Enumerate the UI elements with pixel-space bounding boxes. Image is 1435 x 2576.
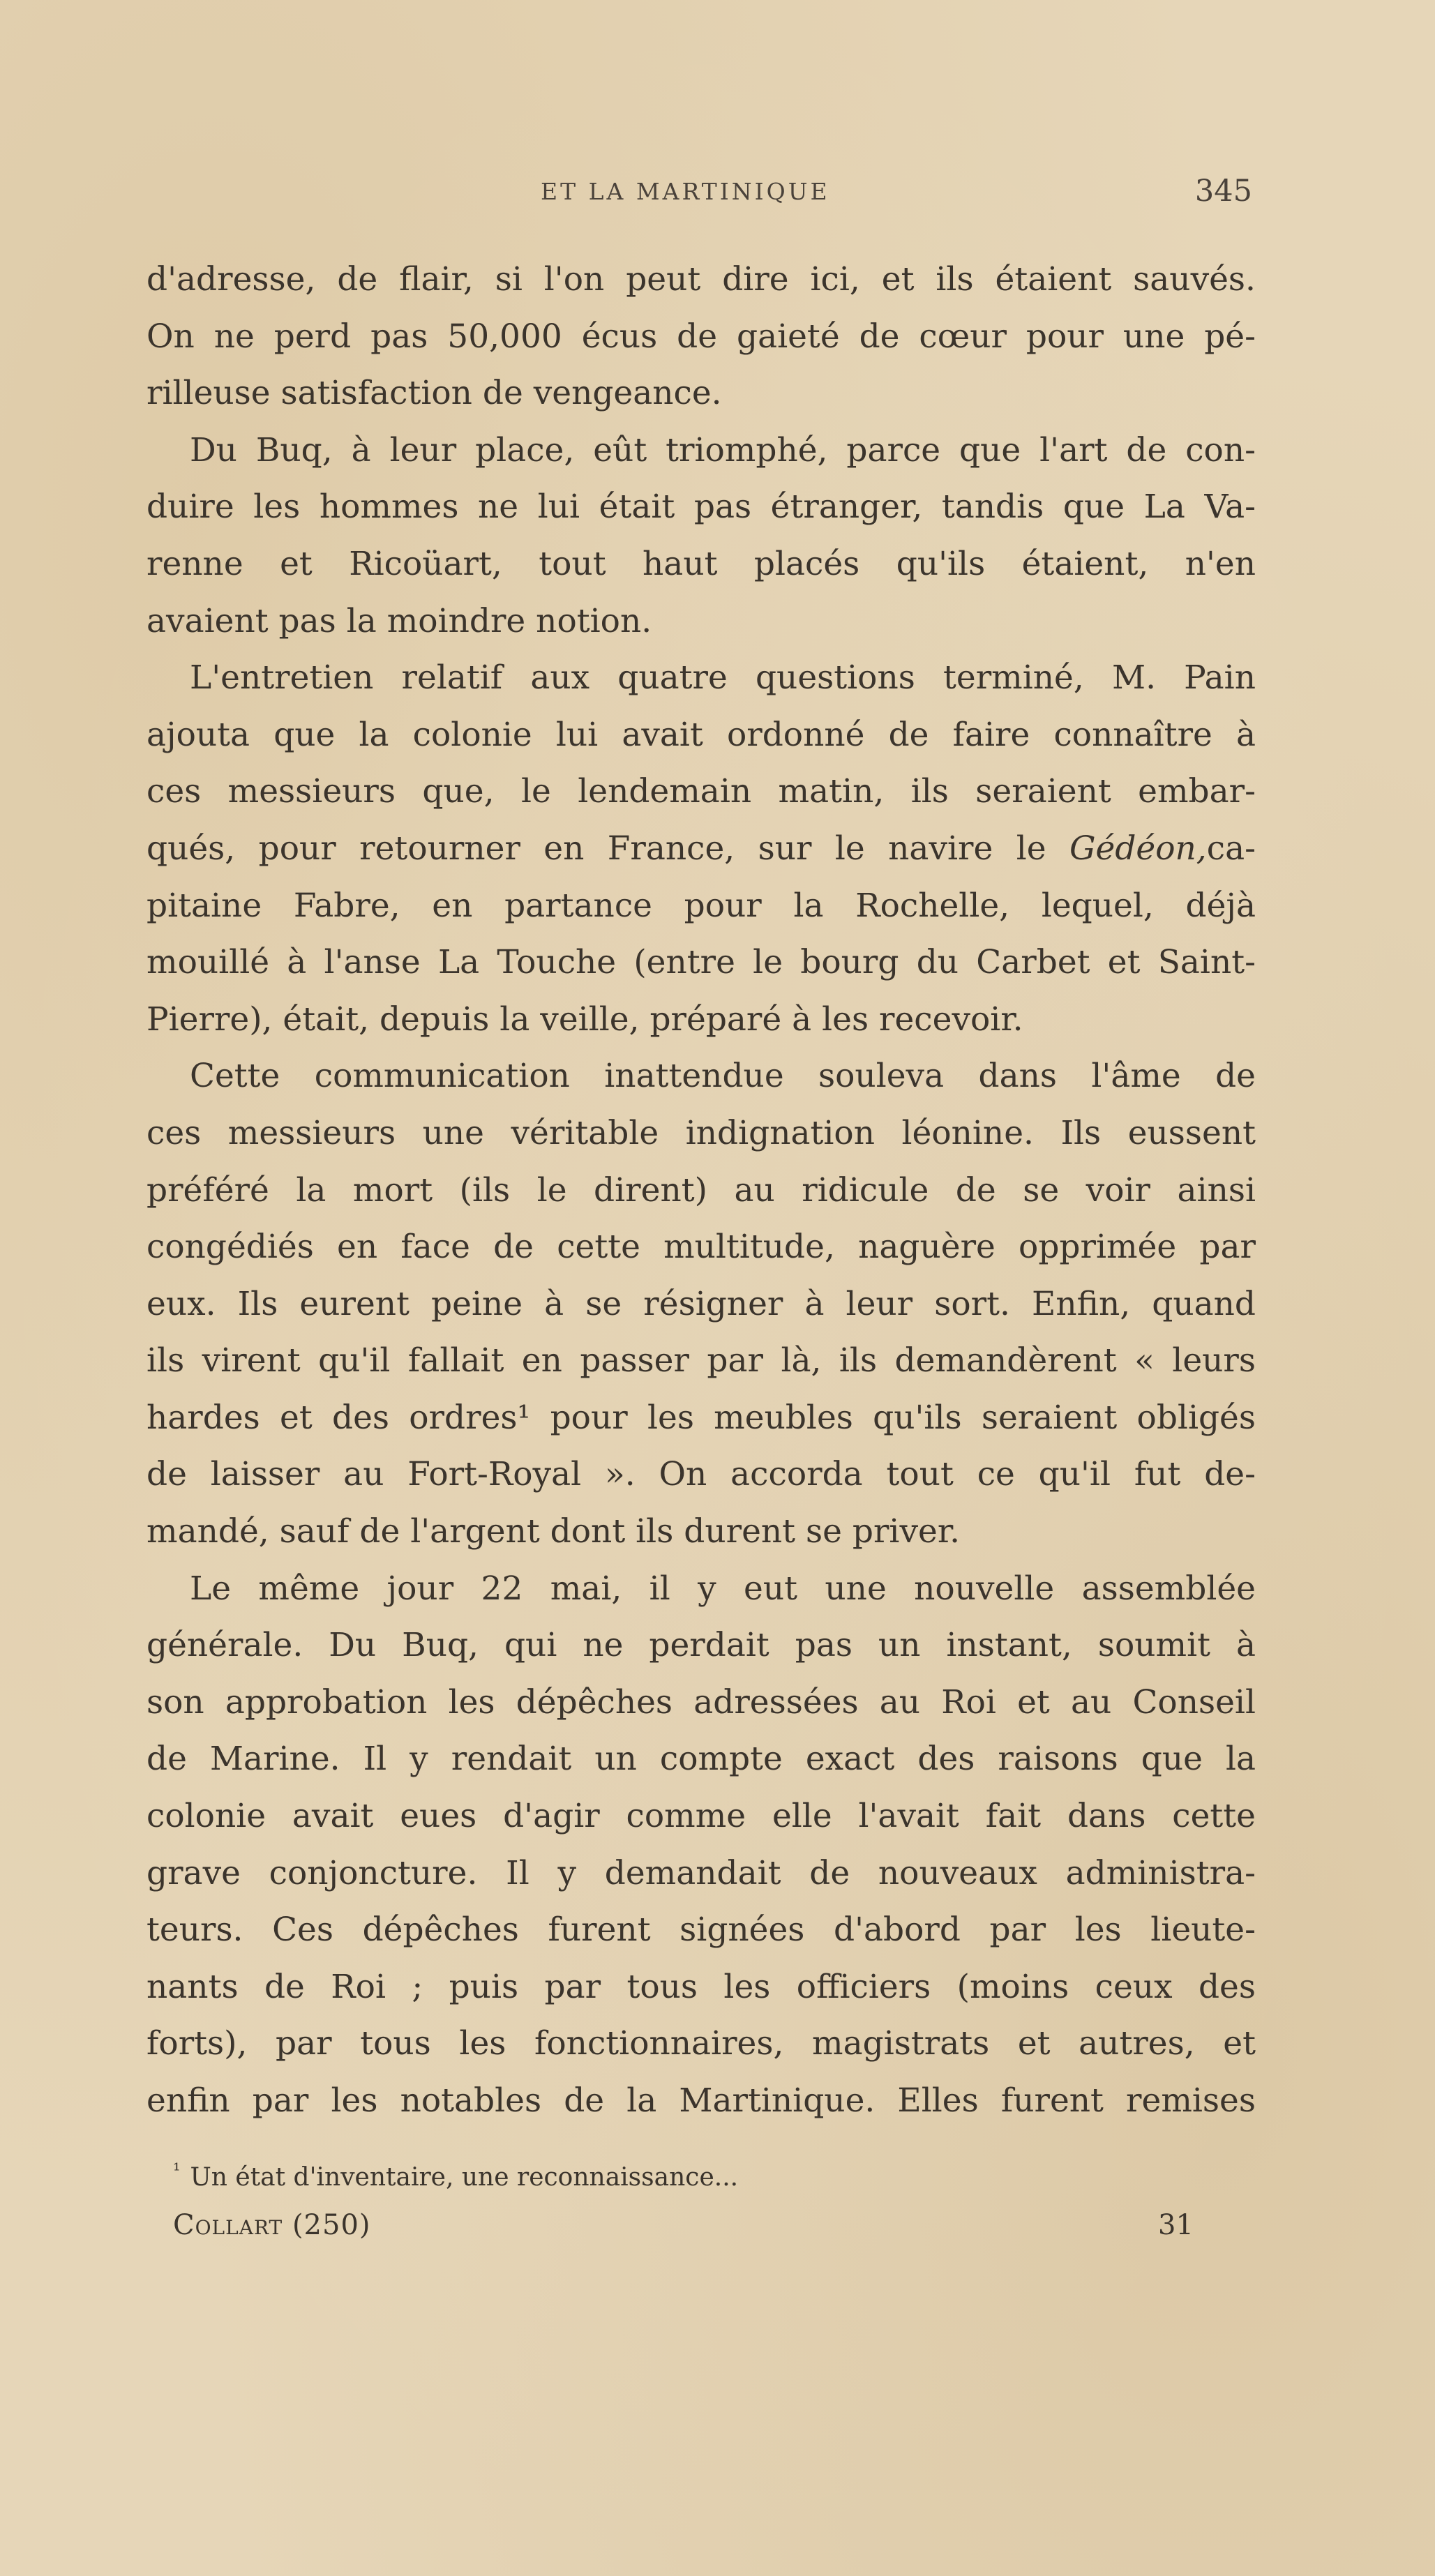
footnote (173, 2160, 738, 2192)
text-line: générale. Du Buq, qui ne perdait pas un instant, soumit à (146, 1626, 1256, 1665)
text-line: hardes et des ordres¹ pour les meubles qu'ils seraient obligés (146, 1398, 1256, 1437)
page-number: 345 (1194, 174, 1252, 209)
text-line: colonie avait eues d'agir comme elle l'avait fait dans cette (146, 1797, 1256, 1836)
printer-signature: Collart (250) (173, 2209, 371, 2241)
text-line: pitaine Fabre, en partance pour la Rochelle, lequel, déjà (146, 886, 1256, 925)
footnote-mark: ¹ (173, 2160, 181, 2181)
text-line: de Marine. Il y rendait un compte exact des raisons que la (146, 1740, 1256, 1779)
text-segment: qués, pour retourner en France, sur le navire le (146, 829, 1046, 868)
page-footer (0, 2209, 1435, 2251)
page-header (0, 174, 1435, 220)
text-line: d'adresse, de flair, si l'on peut dire ici, et ils étaient sauvés. (146, 260, 1256, 299)
text-line: rilleuse satisfaction de vengeance. (146, 374, 722, 413)
text-line: avaient pas la moindre notion. (146, 601, 652, 640)
text-line: renne et Ricoüart, tout haut placés qu'ils étaient, n'en (146, 544, 1256, 583)
text-line: Le même jour 22 mai, il y eut une nouvelle assemblée (190, 1569, 1256, 1608)
text-line: ces messieurs une véritable indignation léonine. Ils eussent (146, 1113, 1256, 1152)
signature-number: 31 (1158, 2209, 1194, 2241)
text-line: congédiés en face de cette multitude, naguère opprimée par (146, 1228, 1256, 1267)
text-line: grave conjoncture. Il y demandait de nouveaux administra- (146, 1853, 1256, 1892)
text-line: nants de Roi ; puis par tous les officiers (moins ceux des (146, 1967, 1256, 2006)
text-line: forts), par tous les fonctionnaires, magistrats et autres, et (146, 2024, 1256, 2063)
text-line: préféré la mort (ils le dirent) au ridicule de se voir ainsi (146, 1170, 1256, 1210)
ship-name: Gédéon, (1069, 829, 1207, 868)
text-line: ajouta que la colonie lui avait ordonné de faire connaître à (146, 715, 1256, 754)
text-line: mouillé à l'anse La Touche (entre le bourg du Carbet et Saint- (146, 943, 1256, 982)
text-line: Du Buq, à leur place, eût triomphé, parce que l'art de con- (190, 430, 1256, 469)
text-line: duire les hommes ne lui était pas étranger, tandis que La Va- (146, 488, 1256, 527)
text-line: L'entretien relatif aux quatre questions terminé, M. Pain (190, 658, 1256, 698)
body-text (146, 251, 1256, 2130)
text-line: mandé, sauf de l'argent dont ils durent se priver. (146, 1512, 961, 1551)
footnote-text: Un état d'inventaire, une reconnaissance... (190, 2163, 739, 2192)
text-line: ces messieurs que, le lendemain matin, ils seraient embar- (146, 772, 1256, 811)
text-line-with-ship (146, 820, 1256, 878)
text-segment: ca- (1206, 829, 1256, 868)
text-line: de laisser au Fort-Royal ». On accorda tout ce qu'il fut de- (146, 1455, 1256, 1494)
text-line: son approbation les dépêches adressées au Roi et au Conseil (146, 1682, 1256, 1722)
text-line: ils virent qu'il fallait en passer par là, ils demandèrent « leurs (146, 1341, 1256, 1380)
running-title: ET LA MARTINIQUE (541, 178, 830, 205)
text-line: Pierre), était, depuis la veille, préparé à les recevoir. (146, 1000, 1023, 1039)
text-line: eux. Ils eurent peine à se résigner à leur sort. Enfin, quand (146, 1284, 1256, 1323)
text-line: teurs. Ces dépêches furent signées d'abord par les lieute- (146, 1911, 1256, 1950)
text-line: Cette communication inattendue souleva dans l'âme de (190, 1057, 1256, 1096)
text-line: enfin par les notables de la Martinique. Elles furent remises (146, 2081, 1256, 2120)
text-line: On ne perd pas 50,000 écus de gaieté de cœur pour une pé- (146, 317, 1256, 356)
